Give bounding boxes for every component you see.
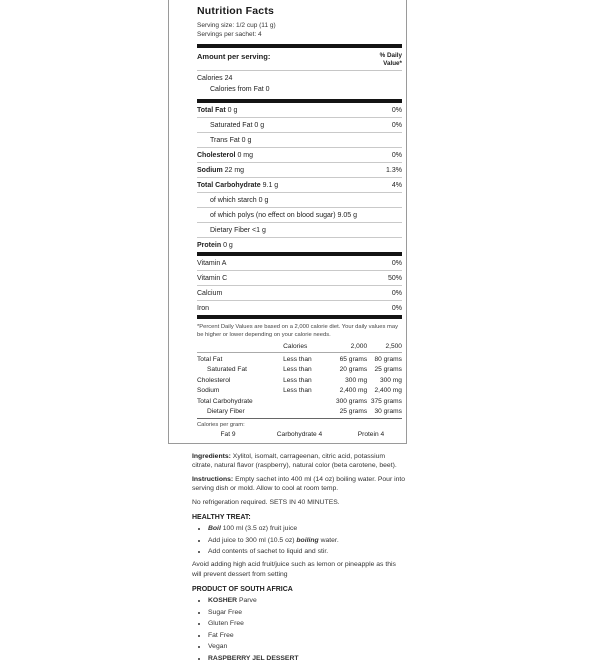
nutrient-name-amount: Saturated Fat 0 g bbox=[210, 121, 265, 129]
vitamin-dv: 0% bbox=[391, 289, 402, 297]
table-cell-2000: 300 mg bbox=[345, 376, 368, 384]
vitamin-row-c bbox=[197, 270, 402, 285]
healthy-treat-item-add-contents: • Add contents of sachet to liquid and stir. bbox=[208, 547, 406, 556]
servings-per-sachet-text: Servings per sachet: 4 bbox=[197, 31, 262, 38]
table-header-row bbox=[197, 342, 402, 353]
table-row-sodium bbox=[197, 385, 402, 396]
nutrient-name-amount: Trans Fat 0 g bbox=[210, 136, 252, 144]
nutrient-row-saturated-fat bbox=[197, 117, 402, 132]
nutrient-row-protein bbox=[197, 237, 402, 252]
table-header-blank bbox=[197, 342, 283, 351]
vitamin-dv: 0% bbox=[391, 304, 402, 312]
vitamin-row-iron bbox=[197, 300, 402, 315]
amount-per-serving-row bbox=[197, 48, 402, 70]
footnote-text: *Percent Daily Values are based on a 2,000 calorie diet. Your daily values may be higher or lower depending on your calorie needs. bbox=[197, 324, 398, 338]
table-cell-qualifier bbox=[283, 407, 332, 416]
table-cell-label: Dietary Fiber bbox=[207, 408, 245, 415]
vitamin-dv: 0% bbox=[391, 259, 402, 267]
table-header-2500: 2,500 bbox=[385, 343, 402, 350]
nutrient-name-amount: Cholesterol 0 mg bbox=[197, 151, 254, 159]
origin-item-vegan: • Vegan bbox=[208, 642, 406, 651]
nutrient-dv: 0% bbox=[391, 151, 402, 159]
table-cell-2500: 30 grams bbox=[374, 408, 402, 415]
table-header-calories: Calories bbox=[283, 343, 308, 350]
nutrition-facts-panel bbox=[168, 0, 407, 444]
healthy-treat-heading: HEALTHY TREAT: bbox=[192, 514, 251, 521]
table-cell-label: Sodium bbox=[197, 387, 220, 394]
table-cell-label: Saturated Fat bbox=[207, 366, 247, 373]
vitamin-name: Vitamin C bbox=[197, 274, 228, 282]
nutrient-name-amount: of which polys (no effect on blood sugar) 9.05 g bbox=[210, 211, 357, 219]
table-cell-qualifier bbox=[283, 397, 332, 406]
vitamin-name: Calcium bbox=[197, 289, 223, 297]
nutrient-row-trans-fat bbox=[197, 132, 402, 147]
calories-from-fat-row bbox=[197, 85, 402, 96]
calories-from-fat-value: 0 bbox=[265, 85, 270, 93]
vitamin-name: Iron bbox=[197, 304, 210, 312]
nutrient-row-dietary-fiber bbox=[197, 222, 402, 237]
table-row-cholesterol bbox=[197, 374, 402, 385]
nutrient-name-amount: Protein 0 g bbox=[197, 241, 233, 249]
vitamin-row-calcium bbox=[197, 285, 402, 300]
calories-row bbox=[197, 74, 402, 85]
calories-per-gram-protein: Protein 4 bbox=[357, 430, 385, 438]
nutrient-dv: 4% bbox=[391, 181, 402, 189]
table-cell-2000: 300 grams bbox=[335, 397, 368, 405]
vitamin-dv: 50% bbox=[387, 274, 402, 282]
nutrient-row-sodium bbox=[197, 162, 402, 177]
table-cell-2500: 80 grams bbox=[374, 355, 402, 363]
nutrient-amount: 22 mg bbox=[224, 166, 245, 174]
nutrient-row-cholesterol bbox=[197, 147, 402, 162]
table-cell-qualifier: Less than bbox=[283, 366, 312, 373]
ingredients-text: Xylitol, isomalt, carrageenan, citric acid, potassium citrate, natural flavor (raspberry), natural color (beta carotene, beet). bbox=[192, 452, 397, 469]
table-cell-qualifier: Less than bbox=[283, 355, 312, 363]
table-cell-2000: 25 grams bbox=[339, 408, 368, 415]
nutrient-dv: 1.3% bbox=[386, 166, 402, 174]
table-cell-2000: 65 grams bbox=[339, 355, 368, 363]
nutrient-amount: 0 g bbox=[223, 241, 233, 249]
calories-value: 24 bbox=[224, 75, 233, 82]
calories-per-gram-fat: Fat 9 bbox=[220, 430, 236, 438]
ingredients-paragraph bbox=[192, 452, 406, 471]
origin-item-gluten-free: • Gluten Free bbox=[208, 619, 406, 628]
nutrient-amount: 0 g bbox=[227, 106, 238, 114]
healthy-treat-item-add-juice: • Add juice to 300 ml (10.5 oz) boiling water. bbox=[208, 536, 406, 545]
nutrition-facts-title: Nutrition Facts bbox=[197, 5, 275, 17]
nutrient-amount: 0 g bbox=[258, 196, 269, 204]
table-header-2000: 2,000 bbox=[350, 343, 368, 350]
calories-per-gram-carbohydrate: Carbohydrate 4 bbox=[276, 430, 323, 438]
healthy-treat-list bbox=[192, 524, 406, 556]
table-cell-qualifier: Less than bbox=[283, 376, 312, 384]
daily-value-header-line1: % Daily bbox=[379, 52, 402, 59]
nutrient-dv: 0% bbox=[391, 121, 402, 129]
nutrient-amount: 9.1 g bbox=[262, 181, 279, 189]
table-cell-label: Total Carbohydrate bbox=[197, 397, 253, 405]
calories-per-gram-label: Calories per gram: bbox=[197, 422, 245, 428]
nutrient-amount: <1 g bbox=[252, 226, 266, 234]
nutrient-amount: 0 g bbox=[254, 121, 265, 129]
daily-value-header-line2: Value* bbox=[383, 59, 402, 67]
nutrient-name-amount: of which starch 0 g bbox=[210, 196, 269, 204]
instructions-label: Instructions: bbox=[192, 475, 234, 483]
table-cell-label: Total Fat bbox=[197, 355, 223, 363]
instructions-text: Empty sachet into 400 ml (14 oz) boiling water. Pour into serving dish or mold. Allow to cool at room temp. bbox=[192, 475, 406, 492]
serving-size-text: Serving size: 1/2 cup (11 g) bbox=[197, 22, 276, 29]
nutrient-row-starch bbox=[197, 192, 402, 207]
table-cell-label: Cholesterol bbox=[197, 376, 231, 384]
calories-per-gram-row bbox=[197, 428, 402, 440]
nutrient-row-total-fat bbox=[197, 103, 402, 117]
ingredients-label: Ingredients: bbox=[192, 452, 231, 460]
nutrient-dv: 0% bbox=[391, 106, 402, 114]
nutrient-row-total-carbohydrate bbox=[197, 177, 402, 192]
table-row-total-carbohydrate bbox=[197, 395, 402, 406]
table-row-saturated-fat bbox=[197, 364, 402, 375]
instructions-paragraph bbox=[192, 475, 406, 494]
nutrient-name-amount: Dietary Fiber <1 g bbox=[210, 226, 266, 234]
origin-item-fat-free: • Fat Free bbox=[208, 631, 406, 640]
origin-heading: PRODUCT OF SOUTH AFRICA bbox=[192, 586, 293, 593]
label-column bbox=[168, 0, 407, 667]
table-cell-2500: 375 grams bbox=[370, 397, 402, 405]
reference-table bbox=[197, 342, 402, 419]
nutrient-amount: 9.05 g bbox=[337, 211, 357, 219]
nutrient-row-polys bbox=[197, 207, 402, 222]
calories-from-fat-label: Calories from Fat bbox=[210, 85, 264, 93]
nutrient-name-amount: Total Fat 0 g bbox=[197, 106, 238, 114]
origin-item-sugar-free: • Sugar Free bbox=[208, 608, 406, 617]
table-cell-2000: 2,400 mg bbox=[339, 387, 368, 394]
table-row-dietary-fiber bbox=[197, 406, 402, 420]
table-cell-2500: 300 mg bbox=[379, 376, 402, 384]
nutrient-amount: 0 g bbox=[241, 136, 252, 144]
product-details bbox=[168, 444, 406, 663]
daily-value-header bbox=[380, 52, 402, 67]
amount-per-serving-label: Amount per serving: bbox=[197, 52, 271, 61]
table-cell-2000: 20 grams bbox=[339, 366, 368, 373]
healthy-treat-item-boil: • Boil 100 ml (3.5 oz) fruit juice bbox=[208, 524, 406, 533]
nutrient-amount: 0 mg bbox=[237, 151, 254, 159]
setting-note-text: No refrigeration required. SETS IN 40 MINUTES. bbox=[192, 498, 340, 506]
origin-item-kosher: • KOSHER Parve bbox=[208, 596, 406, 605]
origin-item-product-name: • RASPBERRY JEL DESSERT bbox=[208, 654, 406, 663]
nutrient-name-amount: Sodium 22 mg bbox=[197, 166, 245, 174]
warning-text: Avoid adding high acid fruit/juice such as lemon or pineapple as this will prevent dessert from setting bbox=[192, 561, 396, 578]
table-cell-qualifier: Less than bbox=[283, 387, 312, 394]
calories-label: Calories bbox=[197, 75, 223, 82]
table-cell-2500: 2,400 mg bbox=[374, 387, 402, 394]
calories-block bbox=[197, 71, 402, 99]
table-row-total-fat bbox=[197, 353, 402, 364]
vitamin-name: Vitamin A bbox=[197, 259, 227, 267]
table-cell-2500: 25 grams bbox=[374, 366, 402, 373]
nutrient-name-amount: Total Carbohydrate 9.1 g bbox=[197, 181, 279, 189]
vitamin-row-a bbox=[197, 256, 402, 270]
origin-list bbox=[192, 596, 406, 663]
